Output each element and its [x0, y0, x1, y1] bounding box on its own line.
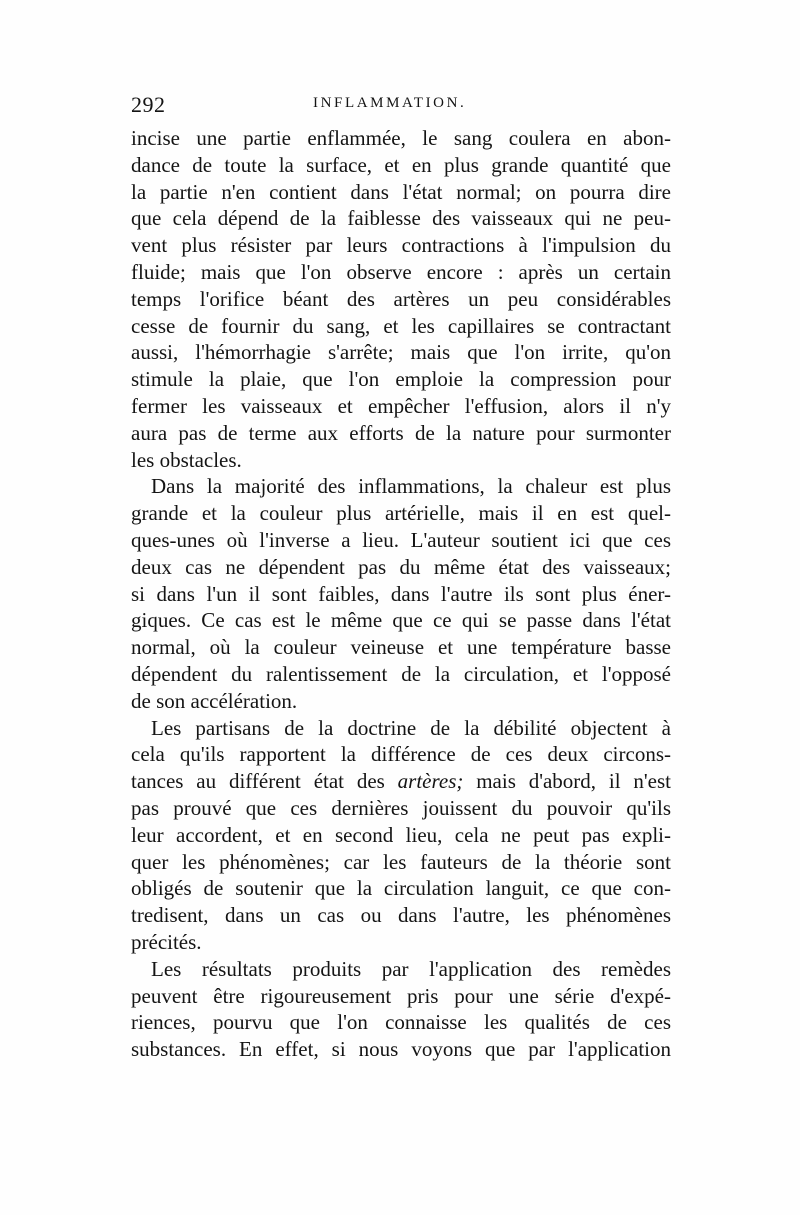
text-line: aura pas de terme aux efforts de la nature pour surmonter	[131, 420, 671, 445]
text-line: les obstacles.	[131, 447, 242, 472]
text-line: ques-unes où l'inverse a lieu. L'auteur soutient ici que ces	[131, 527, 671, 552]
text-line: Les partisans de la doctrine de la débilité objectent à	[151, 715, 671, 740]
page-header	[131, 92, 671, 122]
text-line: tredisent, dans un cas ou dans l'autre, les phénomènes	[131, 903, 671, 928]
running-head: INFLAMMATION.	[313, 95, 467, 111]
text-line: de son accélération.	[131, 688, 298, 713]
text-line: Les résultats produits par l'application des remèdes	[151, 956, 671, 981]
italic-word: artères;	[397, 769, 464, 794]
text-line: vent plus résister par leurs contractions à l'impulsion du	[131, 233, 671, 258]
text-line: incise une partie enflammée, le sang coulera en abon-	[131, 126, 671, 150]
text-segment: mais d'abord, il n'est	[463, 769, 671, 794]
text-line: fermer les vaisseaux et empêcher l'effusion, alors il n'y	[131, 393, 671, 418]
text-line: substances. En effet, si nous voyons que par l'application	[131, 1037, 671, 1062]
text-line: deux cas ne dépendent pas du même état des vaisseaux;	[131, 554, 671, 579]
text-line: précités.	[131, 929, 202, 954]
text-line-mixed	[131, 768, 671, 795]
text-line: stimule la plaie, que l'on emploie la compression pour	[131, 367, 671, 392]
text-line: leur accordent, et en second lieu, cela ne peut pas expli-	[131, 822, 671, 847]
text-line: si dans l'un il sont faibles, dans l'autre ils sont plus éner-	[131, 581, 671, 606]
text-line: la partie n'en contient dans l'état normal; on pourra dire	[131, 179, 671, 204]
text-line: normal, où la couleur veineuse et une température basse	[131, 635, 671, 660]
text-line: riences, pourvu que l'on connaisse les qualités de ces	[131, 1010, 671, 1035]
text-line: quer les phénomènes; car les fauteurs de la théorie sont	[131, 849, 671, 874]
page-number: 292	[131, 92, 166, 117]
text-line: temps l'orifice béant des artères un peu considérables	[131, 286, 671, 311]
text-line: Dans la majorité des inflammations, la chaleur est plus	[151, 474, 671, 499]
text-line: grande et la couleur plus artérielle, mais il en est quel-	[131, 501, 671, 526]
text-line: fluide; mais que l'on observe encore : après un certain	[131, 259, 671, 284]
text-line: cesse de fournir du sang, et les capillaires se contractant	[131, 313, 671, 338]
text-line: peuvent être rigoureusement pris pour une série d'expé-	[131, 983, 671, 1008]
text-line: que cela dépend de la faiblesse des vaisseaux qui ne peu-	[131, 206, 671, 231]
text-line: giques. Ce cas est le même que ce qui se passe dans l'état	[131, 608, 671, 633]
text-line: aussi, l'hémorrhagie s'arrête; mais que l'on irrite, qu'on	[131, 340, 671, 365]
text-segment: tances au différent état des	[131, 769, 398, 794]
body-text	[131, 125, 671, 1063]
text-line: dance de toute la surface, et en plus grande quantité que	[131, 152, 671, 177]
text-line: obligés de soutenir que la circulation languit, ce que con-	[131, 876, 671, 901]
text-line: dépendent du ralentissement de la circulation, et l'opposé	[131, 661, 671, 686]
text-line: cela qu'ils rapportent la différence de ces deux circons-	[131, 742, 671, 767]
text-line: pas prouvé que ces dernières jouissent du pouvoir qu'ils	[131, 795, 671, 820]
